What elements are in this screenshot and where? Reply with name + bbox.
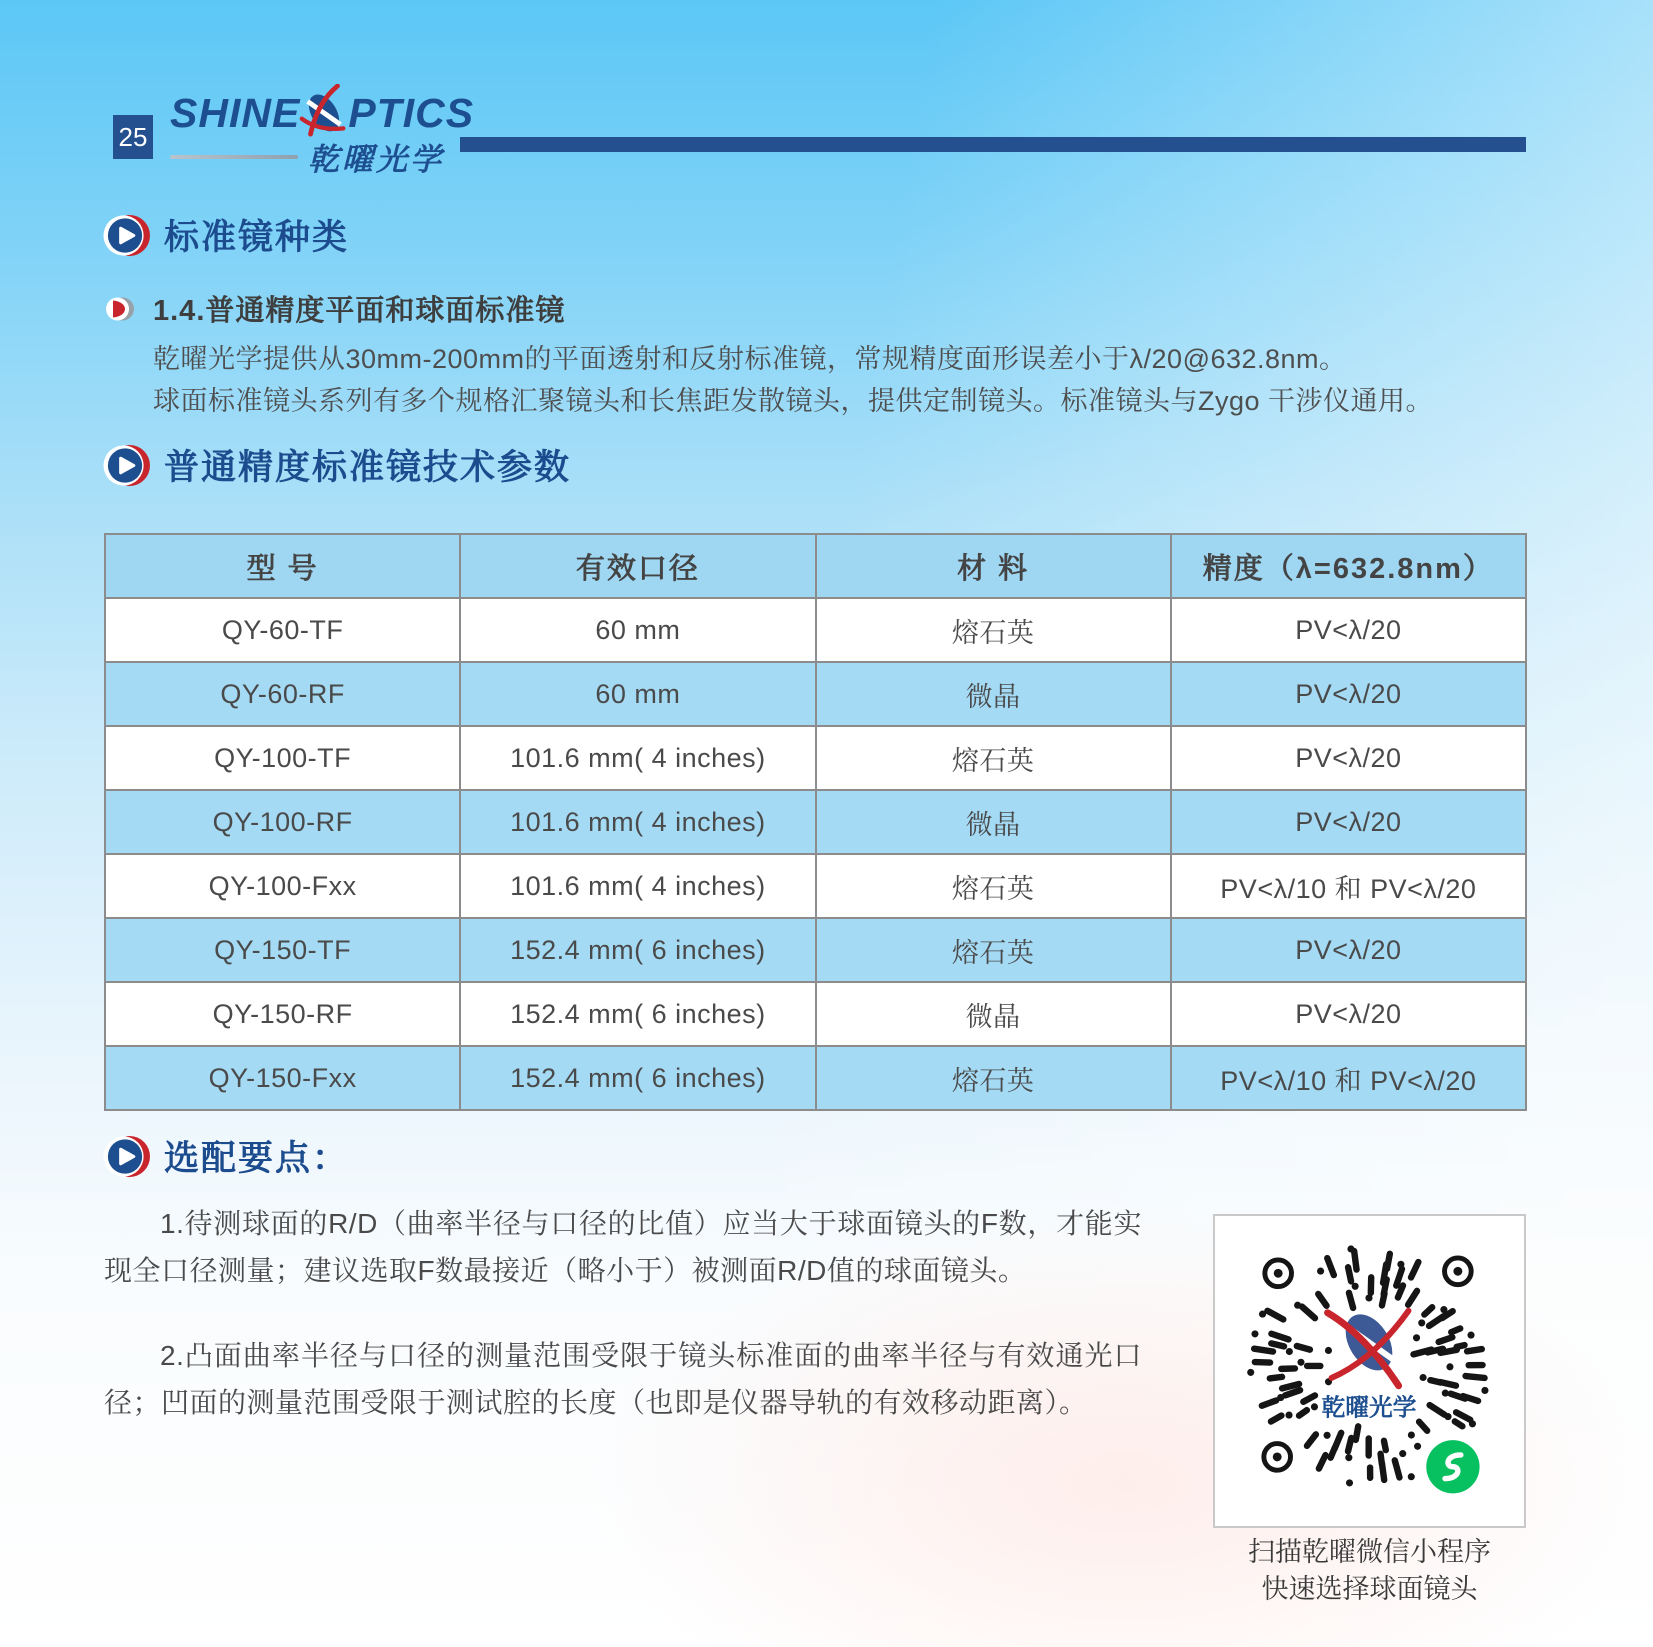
table-cell: 微晶 <box>816 790 1171 854</box>
intro-line-1: 乾曜光学提供从30mm-200mm的平面透射和反射标准镜，常规精度面形误差小于λ/20@632.8nm。 <box>153 344 1347 374</box>
section-title: 选配要点： <box>164 1139 350 1178</box>
table-cell: QY-150-RF <box>105 982 460 1046</box>
table-cell: 熔石英 <box>816 598 1171 662</box>
table-cell: PV<λ/10 和 PV<λ/20 <box>1171 854 1526 918</box>
specs-table-head <box>105 534 1526 598</box>
table-row <box>105 726 1526 790</box>
table-cell: 101.6 mm( 4 inches) <box>460 790 815 854</box>
table-cell: PV<λ/20 <box>1171 726 1526 790</box>
intro-line-2: 球面标准镜头系列有多个规格汇聚镜头和长焦距发散镜头，提供定制镜头。标准镜头与Zygo 干涉仪通用。 <box>153 386 1434 416</box>
header-rule <box>460 137 1526 152</box>
table-cell: 60 mm <box>460 662 815 726</box>
table-cell: 熔石英 <box>816 726 1171 790</box>
table-cell: PV<λ/20 <box>1171 598 1526 662</box>
play-bullet-icon <box>105 294 135 324</box>
note-2: 2.凸面曲率半径与口径的测量范围受限于镜头标准面的曲率半径与有效通光口径；凹面的测量范围受限于测试腔的长度（也即是仪器导轨的有效移动距离）。 <box>104 1340 1142 1418</box>
brand-name-left: SHINE <box>170 89 301 136</box>
table-cell: QY-100-RF <box>105 790 460 854</box>
table-row <box>105 790 1526 854</box>
table-header-row <box>105 534 1526 598</box>
qr-code-graphic <box>1215 1216 1524 1526</box>
table-cell: QY-60-RF <box>105 662 460 726</box>
qr-caption <box>1193 1534 1546 1608</box>
table-header-cell: 型 号 <box>105 534 460 598</box>
brand-logo <box>170 86 474 179</box>
table-cell: QY-150-Fxx <box>105 1046 460 1110</box>
table-cell: 152.4 mm( 6 inches) <box>460 1046 815 1110</box>
table-cell: PV<λ/20 <box>1171 982 1526 1046</box>
table-cell: PV<λ/20 <box>1171 790 1526 854</box>
qr-caption-line-2: 快速选择球面镜头 <box>1261 1574 1478 1604</box>
table-cell: 熔石英 <box>816 854 1171 918</box>
note-1: 1.待测球面的R/D（曲率半径与口径的比值）应当大于球面镜头的F数，才能实现全口径测量；建议选取F数最接近（略小于）被测面R/D值的球面镜头。 <box>104 1208 1142 1286</box>
qr-center-logo <box>1322 1306 1417 1421</box>
subsection-1-4 <box>105 288 565 329</box>
brand-logo-row <box>170 86 474 140</box>
table-cell: 熔石英 <box>816 1046 1171 1110</box>
section-selection-points <box>103 1131 349 1181</box>
table-cell: 熔石英 <box>816 918 1171 982</box>
table-cell: QY-100-Fxx <box>105 854 460 918</box>
table-cell: 微晶 <box>816 662 1171 726</box>
table-cell: PV<λ/20 <box>1171 918 1526 982</box>
specs-table <box>104 533 1527 1111</box>
table-header-cell: 材 料 <box>816 534 1171 598</box>
table-cell: 101.6 mm( 4 inches) <box>460 726 815 790</box>
play-circle-icon <box>103 212 150 259</box>
subsection-title: 1.4.普通精度平面和球面标准镜 <box>153 295 566 327</box>
table-header-cell: 有效口径 <box>460 534 815 598</box>
optics-lens-swoosh-icon <box>297 84 351 138</box>
table-cell: QY-150-TF <box>105 918 460 982</box>
play-circle-icon <box>103 442 150 489</box>
table-cell: QY-60-TF <box>105 598 460 662</box>
play-circle-icon <box>103 1133 150 1180</box>
table-cell: 152.4 mm( 6 inches) <box>460 982 815 1046</box>
table-row <box>105 662 1526 726</box>
table-header-cell: 精度（λ=632.8nm） <box>1171 534 1526 598</box>
specs-table-body <box>105 598 1526 1110</box>
wechat-mini-program-qr-code <box>1213 1214 1526 1528</box>
brand-logo-sub <box>170 134 474 179</box>
table-row <box>105 982 1526 1046</box>
brand-name-right: PTICS <box>348 89 475 136</box>
section-title: 标准镜种类 <box>164 218 350 257</box>
qr-caption-line-1: 扫描乾曜微信小程序 <box>1248 1537 1491 1567</box>
logo-underline <box>170 155 298 159</box>
selection-notes <box>104 1200 1142 1426</box>
table-cell: QY-100-TF <box>105 726 460 790</box>
table-cell: PV<λ/10 和 PV<λ/20 <box>1171 1046 1526 1110</box>
table-cell: 101.6 mm( 4 inches) <box>460 854 815 918</box>
page-number: 25 <box>113 115 153 159</box>
svg-text:乾曜光学: 乾曜光学 <box>1321 1395 1417 1422</box>
brand-name-cn: 乾曜光学 <box>308 142 444 177</box>
table-row <box>105 598 1526 662</box>
section-title: 普通精度标准镜技术参数 <box>164 448 572 487</box>
section-standard-lens-types <box>103 210 349 260</box>
table-cell: PV<λ/20 <box>1171 662 1526 726</box>
table-cell: 60 mm <box>460 598 815 662</box>
table-cell: 微晶 <box>816 982 1171 1046</box>
intro-paragraph <box>153 338 1433 422</box>
table-row <box>105 1046 1526 1110</box>
table-cell: 152.4 mm( 6 inches) <box>460 918 815 982</box>
table-row <box>105 854 1526 918</box>
table-row <box>105 918 1526 982</box>
section-tech-parameters <box>103 440 571 490</box>
wechat-mini-program-icon <box>1426 1440 1479 1493</box>
